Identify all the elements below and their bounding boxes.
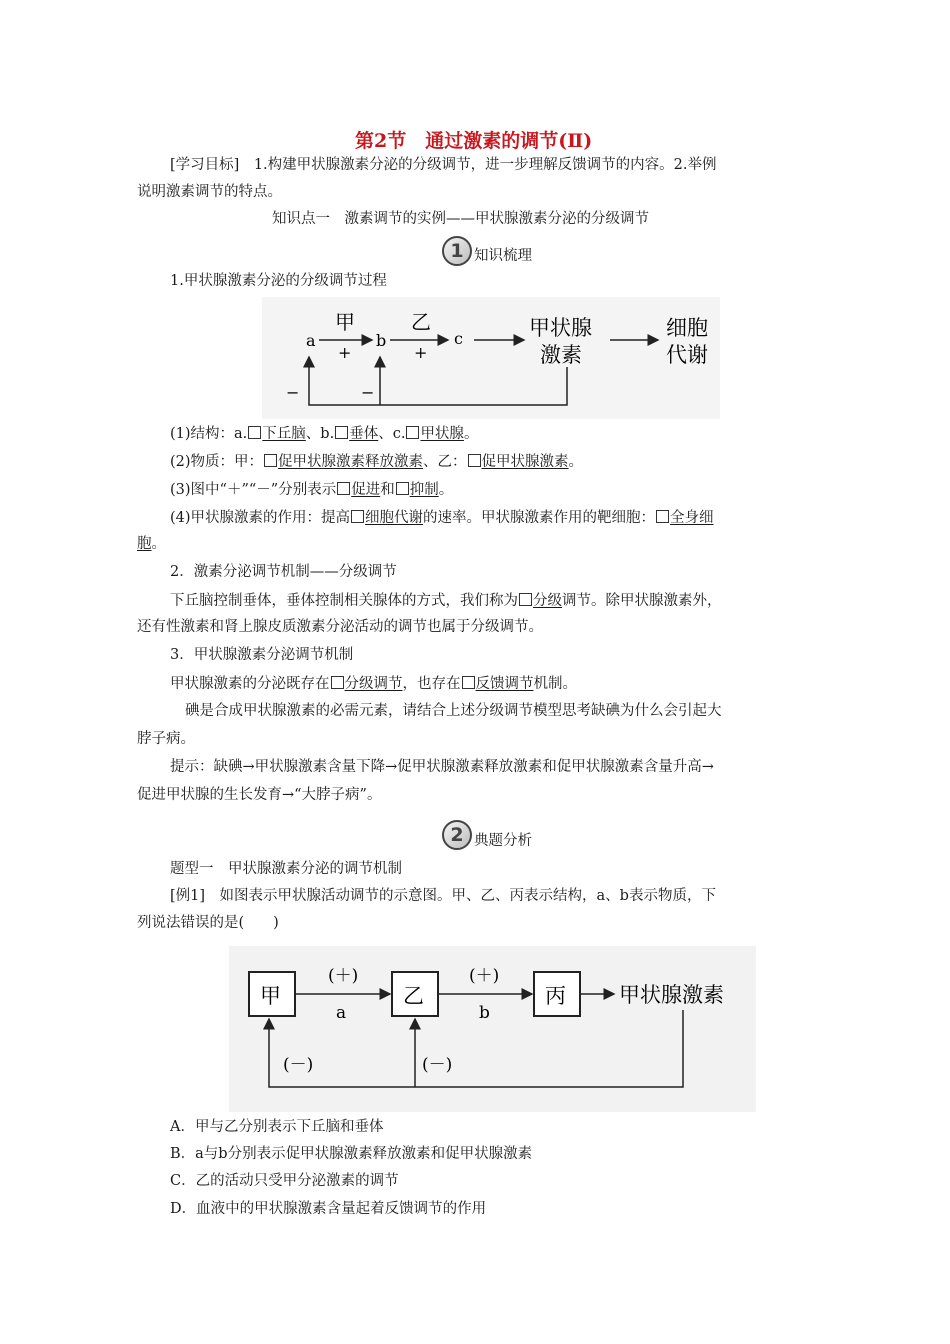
- answer-box: [331, 676, 344, 689]
- p-text: 调节。除甲状腺激素外，: [562, 593, 722, 609]
- answer-box: [406, 426, 419, 439]
- node-a: a: [306, 331, 316, 350]
- q2-sep: 、乙：: [423, 454, 467, 470]
- q1-sep: 、b.: [305, 426, 335, 442]
- node-c: c: [454, 329, 463, 348]
- answer-trh: 促甲状腺激素释放激素: [278, 454, 424, 470]
- node-b: b: [376, 331, 387, 350]
- p-text: 机制。: [533, 676, 577, 692]
- answer-box: [335, 426, 348, 439]
- think-question-line-2: 脖子病。: [137, 731, 195, 747]
- item-heading: 1.甲状腺激素分泌的分级调节过程: [170, 273, 387, 289]
- answer-hypothalamus: 下丘脑: [262, 426, 306, 442]
- label-jia: 甲: [260, 984, 281, 1008]
- p-text: 下丘脑控制垂体，垂体控制相关腺体的方式，我们称为: [170, 593, 518, 609]
- q1-sep: 、c.: [378, 426, 406, 442]
- q3-prefix: (3)图中“＋”“－”分别表示: [170, 482, 337, 498]
- regulation-diagram: [262, 297, 720, 419]
- q1-prefix: (1)结构：a.: [170, 426, 248, 442]
- plus-sign-1: +: [338, 343, 352, 362]
- answer-metabolism: 细胞代谢: [365, 510, 424, 526]
- answer-box: [462, 676, 475, 689]
- minus-sign-2: −: [361, 383, 375, 402]
- question-3: [170, 482, 453, 498]
- option-d[interactable]: D．血液中的甲状腺激素含量起着反馈调节的作用: [170, 1201, 487, 1217]
- hint-line-1: 提示：缺碘→甲状腺激素含量下降→促甲状腺激素释放激素和促甲状腺激素含量升高→: [170, 759, 714, 775]
- plus-label-2: (＋): [469, 966, 500, 986]
- question-1: [170, 426, 478, 442]
- answer-box: [264, 454, 277, 467]
- q4-prefix: (4)甲状腺激素的作用：提高: [170, 510, 351, 526]
- q4-end: 。: [151, 536, 166, 552]
- objective-line-1: [学习目标] 1.构建甲状腺激素分泌的分级调节，进一步理解反馈调节的内容。2.举例: [170, 157, 717, 173]
- section-number-badge: 1: [442, 236, 472, 266]
- p-text: ，也存在: [402, 676, 461, 692]
- example-question-line-2: 列说法错误的是( ): [137, 915, 279, 931]
- hormone-label: 甲状腺激素: [619, 983, 724, 1007]
- page-title: 第2节 通过激素的调节(Ⅱ): [355, 130, 593, 152]
- label-bing: 丙: [545, 984, 566, 1008]
- answer-box: [337, 482, 350, 495]
- answer-box: [468, 454, 481, 467]
- answer-all-cells: 全身细: [670, 510, 714, 526]
- q2-end: 。: [568, 454, 584, 470]
- hint-line-2: 促进甲状腺的生长发育→“大脖子病”。: [137, 787, 382, 803]
- cell-label-line1: 细胞: [666, 316, 708, 340]
- q1-end: 。: [463, 426, 479, 442]
- answer-inhibit: 抑制: [409, 482, 439, 498]
- section-number-badge: 2: [442, 820, 472, 850]
- hormone-label-line2: 激素: [540, 343, 582, 367]
- minus-label-1: (－): [283, 1055, 314, 1075]
- answer-box: [519, 593, 532, 606]
- substance-a: a: [336, 1003, 347, 1023]
- item-heading: 3．甲状腺激素分泌调节机制: [170, 647, 354, 663]
- answer-grading: 分级: [533, 593, 562, 609]
- answer-box: [248, 426, 261, 439]
- label-yi: 乙: [403, 984, 424, 1008]
- q4-mid: 的速率。甲状腺激素作用的靶细胞：: [423, 510, 656, 526]
- answer-tsh: 促甲状腺激素: [481, 454, 569, 470]
- paragraph-line: [170, 676, 577, 692]
- answer-all-cells-cont: 胞: [137, 536, 152, 552]
- question-2: [170, 454, 583, 470]
- plus-sign-2: +: [414, 343, 428, 362]
- minus-label-2: (－): [422, 1055, 453, 1075]
- item-heading: 2．激素分泌调节机制——分级调节: [170, 564, 397, 580]
- answer-promote: 促进: [351, 482, 381, 498]
- q3-sep: 和: [380, 482, 395, 498]
- p-text: 甲状腺激素的分泌既存在: [170, 676, 330, 692]
- paragraph-line: [170, 593, 722, 609]
- q3-end: 。: [438, 482, 454, 498]
- answer-hierarchical: 分级调节: [344, 676, 403, 692]
- plus-label-1: (＋): [328, 966, 359, 986]
- minus-sign-1: −: [286, 383, 300, 402]
- hormone-label-line1: 甲状腺: [529, 316, 592, 340]
- section-label: 知识梳理: [474, 248, 532, 264]
- thyroid-activity-diagram: [229, 946, 756, 1112]
- answer-feedback: 反馈调节: [475, 676, 534, 692]
- q2-prefix: (2)物质：甲：: [170, 454, 264, 470]
- answer-thyroid: 甲状腺: [420, 426, 464, 442]
- objective-line-2: 说明激素调节的特点。: [137, 184, 282, 200]
- section-label: 典题分析: [474, 833, 532, 849]
- knowledge-point-heading: 知识点一 激素调节的实例——甲状腺激素分泌的分级调节: [272, 211, 649, 227]
- substance-b: b: [479, 1003, 490, 1023]
- option-a[interactable]: A．甲与乙分别表示下丘脑和垂体: [170, 1119, 384, 1135]
- cell-label-line2: 代谢: [666, 343, 708, 367]
- question-4-cont: [137, 537, 166, 552]
- answer-box: [351, 510, 364, 523]
- question-type-heading: 题型一 甲状腺激素分泌的调节机制: [170, 861, 402, 877]
- answer-box: [396, 482, 409, 495]
- option-c[interactable]: C．乙的活动只受甲分泌激素的调节: [170, 1173, 399, 1189]
- label-yi: 乙: [411, 310, 431, 334]
- option-b[interactable]: B．a与b分别表示促甲状腺激素释放激素和促甲状腺激素: [170, 1146, 533, 1162]
- question-4: [170, 510, 714, 526]
- paragraph-line: 还有性激素和肾上腺皮质激素分泌活动的调节也属于分级调节。: [137, 619, 543, 635]
- think-question-line-1: 碘是合成甲状腺激素的必需元素，请结合上述分级调节模型思考缺碘为什么会引起大: [185, 703, 722, 719]
- answer-box: [656, 510, 669, 523]
- answer-pituitary: 垂体: [349, 426, 379, 442]
- example-question-line-1: [例1] 如图表示甲状腺活动调节的示意图。甲、乙、丙表示结构，a、b表示物质，下: [170, 888, 716, 904]
- label-jia: 甲: [335, 310, 355, 334]
